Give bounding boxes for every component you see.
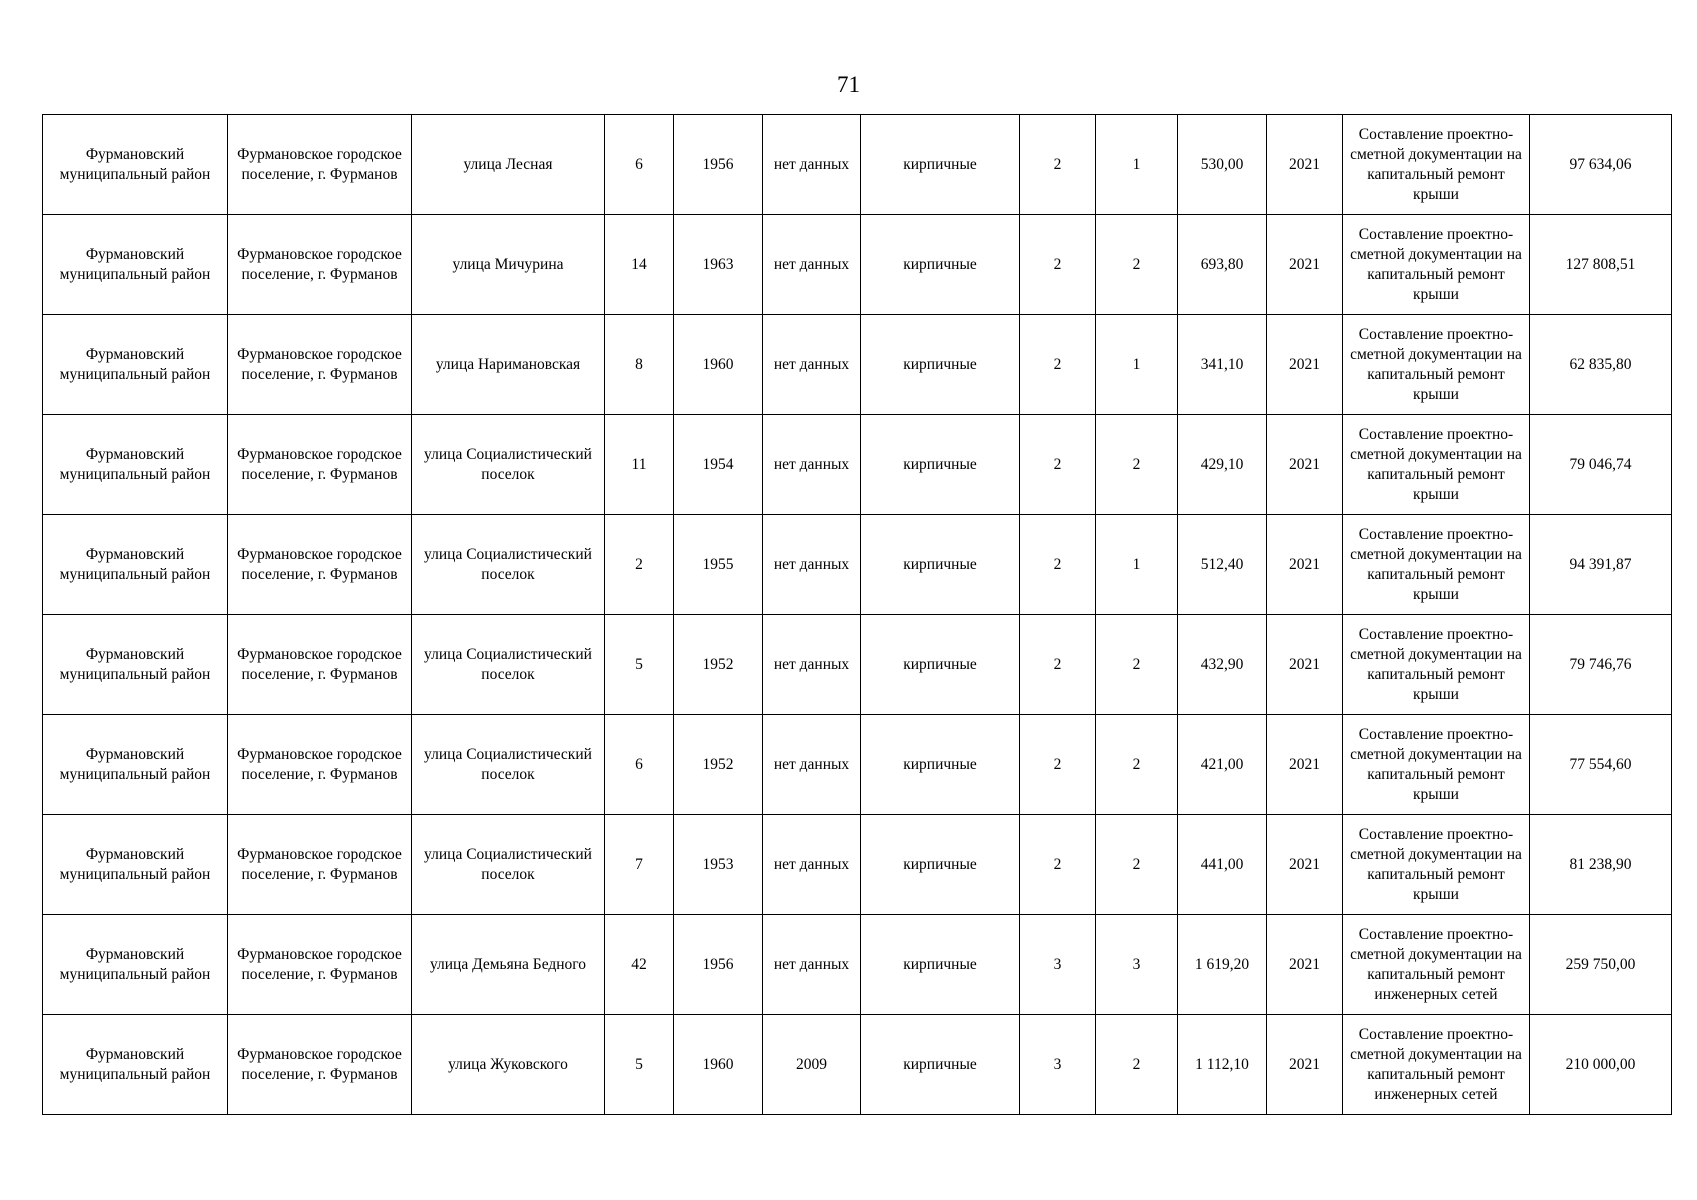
street-cell: улица Лесная — [412, 115, 605, 215]
area-cell: 512,40 — [1178, 515, 1267, 615]
entrances-cell: 3 — [1096, 915, 1178, 1015]
area-cell: 693,80 — [1178, 215, 1267, 315]
cost-cell: 97 634,06 — [1530, 115, 1672, 215]
build-year-cell: 1954 — [674, 415, 763, 515]
area-cell: 429,10 — [1178, 415, 1267, 515]
floors-cell: 2 — [1020, 315, 1096, 415]
table-row — [43, 415, 1672, 515]
work-type-cell: Составление проектно-сметной документации на капитальный ремонт инженерных сетей — [1343, 1015, 1530, 1115]
wall-material-cell: кирпичные — [861, 315, 1020, 415]
table-body — [43, 115, 1672, 1115]
municipality-cell: Фурмановский муниципальный район — [43, 215, 228, 315]
renovation-year-cell: нет данных — [763, 915, 861, 1015]
municipality-cell: Фурмановский муниципальный район — [43, 115, 228, 215]
work-type-cell: Составление проектно-сметной документации на капитальный ремонт крыши — [1343, 415, 1530, 515]
house-number-cell: 6 — [605, 715, 674, 815]
build-year-cell: 1956 — [674, 115, 763, 215]
wall-material-cell: кирпичные — [861, 615, 1020, 715]
cost-cell: 127 808,51 — [1530, 215, 1672, 315]
cost-cell: 79 046,74 — [1530, 415, 1672, 515]
build-year-cell: 1952 — [674, 615, 763, 715]
cost-cell: 81 238,90 — [1530, 815, 1672, 915]
renovation-year-cell: нет данных — [763, 115, 861, 215]
floors-cell: 2 — [1020, 515, 1096, 615]
table-row — [43, 715, 1672, 815]
table-row — [43, 215, 1672, 315]
plan-year-cell: 2021 — [1267, 115, 1343, 215]
work-type-cell: Составление проектно-сметной документации на капитальный ремонт инженерных сетей — [1343, 915, 1530, 1015]
entrances-cell: 2 — [1096, 415, 1178, 515]
plan-year-cell: 2021 — [1267, 815, 1343, 915]
plan-year-cell: 2021 — [1267, 1015, 1343, 1115]
floors-cell: 2 — [1020, 415, 1096, 515]
area-cell: 1 112,10 — [1178, 1015, 1267, 1115]
build-year-cell: 1963 — [674, 215, 763, 315]
settlement-cell: Фурмановское городское поселение, г. Фурманов — [228, 715, 412, 815]
entrances-cell: 1 — [1096, 315, 1178, 415]
renovation-year-cell: 2009 — [763, 1015, 861, 1115]
street-cell: улица Наримановская — [412, 315, 605, 415]
settlement-cell: Фурмановское городское поселение, г. Фурманов — [228, 115, 412, 215]
area-cell: 530,00 — [1178, 115, 1267, 215]
wall-material-cell: кирпичные — [861, 215, 1020, 315]
street-cell: улица Мичурина — [412, 215, 605, 315]
table-row — [43, 815, 1672, 915]
build-year-cell: 1960 — [674, 315, 763, 415]
area-cell: 1 619,20 — [1178, 915, 1267, 1015]
work-type-cell: Составление проектно-сметной документации на капитальный ремонт крыши — [1343, 715, 1530, 815]
cost-cell: 79 746,76 — [1530, 615, 1672, 715]
cost-cell: 94 391,87 — [1530, 515, 1672, 615]
table-row — [43, 315, 1672, 415]
table-row — [43, 615, 1672, 715]
area-cell: 441,00 — [1178, 815, 1267, 915]
entrances-cell: 2 — [1096, 1015, 1178, 1115]
floors-cell: 3 — [1020, 1015, 1096, 1115]
renovation-year-cell: нет данных — [763, 215, 861, 315]
table-row — [43, 915, 1672, 1015]
floors-cell: 2 — [1020, 815, 1096, 915]
housing-registry-table — [42, 114, 1672, 1115]
renovation-year-cell: нет данных — [763, 315, 861, 415]
build-year-cell: 1952 — [674, 715, 763, 815]
area-cell: 432,90 — [1178, 615, 1267, 715]
wall-material-cell: кирпичные — [861, 1015, 1020, 1115]
work-type-cell: Составление проектно-сметной документации на капитальный ремонт крыши — [1343, 315, 1530, 415]
cost-cell: 210 000,00 — [1530, 1015, 1672, 1115]
settlement-cell: Фурмановское городское поселение, г. Фурманов — [228, 215, 412, 315]
page-number: 71 — [837, 72, 860, 97]
street-cell: улица Демьяна Бедного — [412, 915, 605, 1015]
house-number-cell: 5 — [605, 615, 674, 715]
entrances-cell: 1 — [1096, 515, 1178, 615]
work-type-cell: Составление проектно-сметной документации на капитальный ремонт крыши — [1343, 815, 1530, 915]
build-year-cell: 1960 — [674, 1015, 763, 1115]
street-cell: улица Социалистический поселок — [412, 815, 605, 915]
entrances-cell: 2 — [1096, 215, 1178, 315]
cost-cell: 62 835,80 — [1530, 315, 1672, 415]
house-number-cell: 7 — [605, 815, 674, 915]
wall-material-cell: кирпичные — [861, 715, 1020, 815]
cost-cell: 77 554,60 — [1530, 715, 1672, 815]
house-number-cell: 5 — [605, 1015, 674, 1115]
floors-cell: 2 — [1020, 215, 1096, 315]
plan-year-cell: 2021 — [1267, 915, 1343, 1015]
floors-cell: 2 — [1020, 715, 1096, 815]
renovation-year-cell: нет данных — [763, 815, 861, 915]
wall-material-cell: кирпичные — [861, 415, 1020, 515]
floors-cell: 3 — [1020, 915, 1096, 1015]
plan-year-cell: 2021 — [1267, 315, 1343, 415]
settlement-cell: Фурмановское городское поселение, г. Фурманов — [228, 415, 412, 515]
house-number-cell: 8 — [605, 315, 674, 415]
renovation-year-cell: нет данных — [763, 515, 861, 615]
plan-year-cell: 2021 — [1267, 415, 1343, 515]
area-cell: 421,00 — [1178, 715, 1267, 815]
cost-cell: 259 750,00 — [1530, 915, 1672, 1015]
plan-year-cell: 2021 — [1267, 215, 1343, 315]
house-number-cell: 14 — [605, 215, 674, 315]
floors-cell: 2 — [1020, 615, 1096, 715]
municipality-cell: Фурмановский муниципальный район — [43, 1015, 228, 1115]
street-cell: улица Жуковского — [412, 1015, 605, 1115]
renovation-year-cell: нет данных — [763, 615, 861, 715]
municipality-cell: Фурмановский муниципальный район — [43, 415, 228, 515]
municipality-cell: Фурмановский муниципальный район — [43, 815, 228, 915]
settlement-cell: Фурмановское городское поселение, г. Фурманов — [228, 815, 412, 915]
entrances-cell: 2 — [1096, 715, 1178, 815]
wall-material-cell: кирпичные — [861, 515, 1020, 615]
settlement-cell: Фурмановское городское поселение, г. Фурманов — [228, 315, 412, 415]
settlement-cell: Фурмановское городское поселение, г. Фурманов — [228, 915, 412, 1015]
street-cell: улица Социалистический поселок — [412, 415, 605, 515]
plan-year-cell: 2021 — [1267, 615, 1343, 715]
entrances-cell: 1 — [1096, 115, 1178, 215]
work-type-cell: Составление проектно-сметной документации на капитальный ремонт крыши — [1343, 615, 1530, 715]
plan-year-cell: 2021 — [1267, 515, 1343, 615]
house-number-cell: 2 — [605, 515, 674, 615]
municipality-cell: Фурмановский муниципальный район — [43, 715, 228, 815]
settlement-cell: Фурмановское городское поселение, г. Фурманов — [228, 515, 412, 615]
renovation-year-cell: нет данных — [763, 415, 861, 515]
work-type-cell: Составление проектно-сметной документации на капитальный ремонт крыши — [1343, 515, 1530, 615]
build-year-cell: 1956 — [674, 915, 763, 1015]
house-number-cell: 11 — [605, 415, 674, 515]
wall-material-cell: кирпичные — [861, 915, 1020, 1015]
work-type-cell: Составление проектно-сметной документации на капитальный ремонт крыши — [1343, 115, 1530, 215]
floors-cell: 2 — [1020, 115, 1096, 215]
area-cell: 341,10 — [1178, 315, 1267, 415]
plan-year-cell: 2021 — [1267, 715, 1343, 815]
settlement-cell: Фурмановское городское поселение, г. Фурманов — [228, 615, 412, 715]
municipality-cell: Фурмановский муниципальный район — [43, 515, 228, 615]
house-number-cell: 6 — [605, 115, 674, 215]
street-cell: улица Социалистический поселок — [412, 615, 605, 715]
wall-material-cell: кирпичные — [861, 815, 1020, 915]
settlement-cell: Фурмановское городское поселение, г. Фурманов — [228, 1015, 412, 1115]
street-cell: улица Социалистический поселок — [412, 715, 605, 815]
work-type-cell: Составление проектно-сметной документации на капитальный ремонт крыши — [1343, 215, 1530, 315]
table-row — [43, 1015, 1672, 1115]
build-year-cell: 1955 — [674, 515, 763, 615]
renovation-year-cell: нет данных — [763, 715, 861, 815]
table-row — [43, 515, 1672, 615]
wall-material-cell: кирпичные — [861, 115, 1020, 215]
entrances-cell: 2 — [1096, 615, 1178, 715]
municipality-cell: Фурмановский муниципальный район — [43, 315, 228, 415]
table-row — [43, 115, 1672, 215]
build-year-cell: 1953 — [674, 815, 763, 915]
house-number-cell: 42 — [605, 915, 674, 1015]
street-cell: улица Социалистический поселок — [412, 515, 605, 615]
municipality-cell: Фурмановский муниципальный район — [43, 915, 228, 1015]
municipality-cell: Фурмановский муниципальный район — [43, 615, 228, 715]
entrances-cell: 2 — [1096, 815, 1178, 915]
